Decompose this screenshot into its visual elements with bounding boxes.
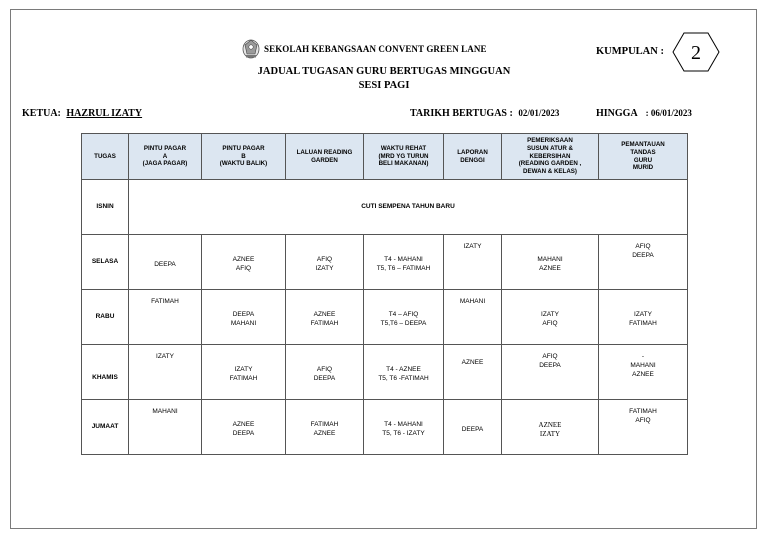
table-cell: T4 - MAHANI T5, T6 - IZATY [364,400,444,455]
column-header: PINTU PAGAR A (JAGA PAGAR) [129,134,202,180]
table-cell: DEEPA [129,235,202,290]
day-cell: KHAMIS [82,345,129,400]
table-row [82,290,688,345]
table-cell: AFIQ DEEPA [286,345,364,400]
ketua-label: KETUA: [22,108,61,119]
table-cell: FATIMAH AFIQ [599,400,688,455]
table-cell: T4 – AFIQ T5,T6 – DEEPA [364,290,444,345]
tarikh-to: : 06/01/2023 [645,108,692,118]
column-header: PINTU PAGAR B (WAKTU BALIK) [202,134,286,180]
table-cell: MAHANI [444,290,502,345]
ketua-row [22,108,142,119]
day-cell: RABU [82,290,129,345]
table-row [82,180,688,235]
kumpulan-number: 2 [691,42,701,64]
column-header: LAPORAN DENGGI [444,134,502,180]
tarikh-row [410,108,559,119]
duty-schedule-table [81,133,688,455]
table-cell: T4 - AZNEE T5, T6 -FATIMAH [364,345,444,400]
table-cell: MAHANI AZNEE [502,235,599,290]
tarikh-label: TARIKH BERTUGAS : [410,108,513,119]
column-header: PEMERIKSAAN SUSUN ATUR & KEBERSIHAN (READING GARDEN , DEWAN & KELAS) [502,134,599,180]
document-title: JADUAL TUGASAN GURU BERTUGAS MINGGUAN [257,66,511,77]
table-cell: AZNEE AFIQ [202,235,286,290]
table-row [82,235,688,290]
ketua-name: HAZRUL IZATY [66,108,143,119]
tarikh-from: 02/01/2023 [518,108,560,118]
session-label: SESI PAGI [358,80,410,91]
table-cell: IZATY FATIMAH [599,290,688,345]
column-header: LALUAN READING GARDEN [286,134,364,180]
kumpulan-hexagon [672,32,720,72]
table-cell: AFIQ IZATY [286,235,364,290]
table-cell: AFIQ DEEPA [502,345,599,400]
table-cell: AFIQ DEEPA [599,235,688,290]
table-cell: DEEPA MAHANI [202,290,286,345]
table-cell: T4 - MAHANI T5, T6 – FATIMAH [364,235,444,290]
hingga-row [596,108,692,119]
table-cell: AZNEE FATIMAH [286,290,364,345]
table-header-row [82,134,688,180]
table-row [82,345,688,400]
kumpulan-label: KUMPULAN : [596,46,664,57]
column-header: PEMANTAUAN TANDAS GURU MURID [599,134,688,180]
holiday-note: CUTI SEMPENA TAHUN BARU [129,180,688,235]
school-name: SEKOLAH KEBANGSAAN CONVENT GREEN LANE [264,44,487,54]
school-crest-icon [240,37,262,59]
table-cell: DEEPA [444,400,502,455]
table-cell: AZNEE [444,345,502,400]
day-cell: JUMAAT [82,400,129,455]
hingga-label: HINGGA [596,108,638,119]
column-header: TUGAS [82,134,129,180]
table-cell: FATIMAH AZNEE [286,400,364,455]
day-cell: ISNIN [82,180,129,235]
table-cell: MAHANI [129,400,202,455]
table-cell: IZATY [129,345,202,400]
table-cell: AZNEE DEEPA [202,400,286,455]
day-cell: SELASA [82,235,129,290]
table-cell: IZATY AFIQ [502,290,599,345]
table-cell: FATIMAH [129,290,202,345]
table-cell: IZATY FATIMAH [202,345,286,400]
table-cell: - MAHANI AZNEE [599,345,688,400]
table-row [82,400,688,455]
table-cell: AZNEE IZATY [502,400,599,455]
column-header: WAKTU REHAT (MRD YG TURUN BELI MAKANAN) [364,134,444,180]
table-cell: IZATY [444,235,502,290]
